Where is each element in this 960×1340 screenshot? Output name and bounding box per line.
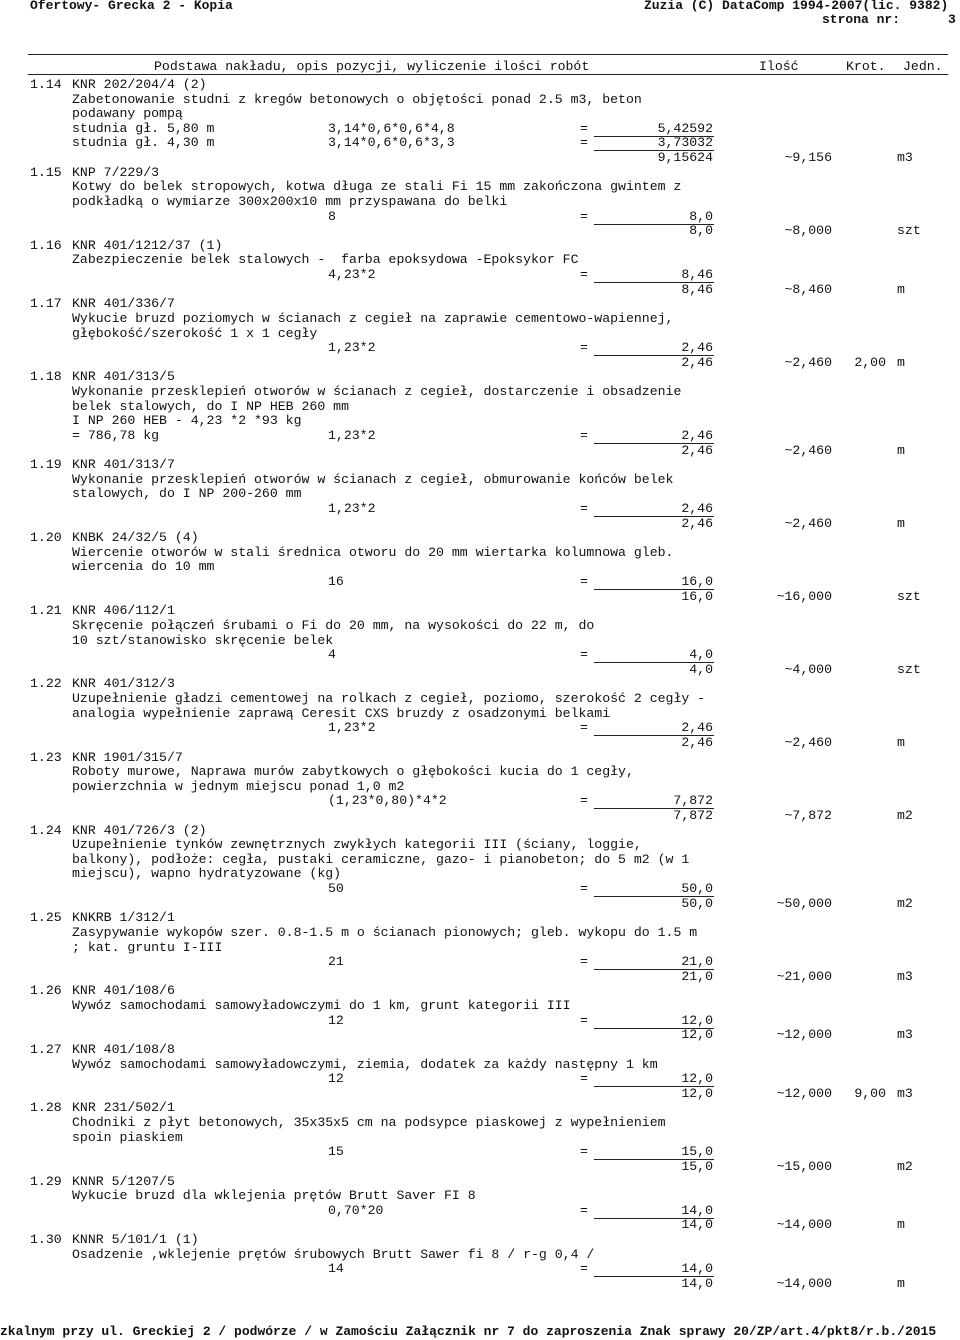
calc-equals: = xyxy=(580,574,588,590)
item-unit: m3 xyxy=(897,1085,913,1101)
calc-expression: 16 xyxy=(328,574,344,590)
item-code: KNKRB 1/312/1 xyxy=(72,910,175,926)
item-sum: 12,0 xyxy=(681,1085,713,1101)
calc-equals: = xyxy=(580,793,588,809)
item-number: 1.17 xyxy=(30,296,62,312)
item-number: 1.26 xyxy=(30,983,62,999)
item-number: 1.21 xyxy=(30,603,62,619)
item-quantity: ~8,000 xyxy=(784,223,832,239)
calc-equals: = xyxy=(580,1012,588,1028)
calc-equals: = xyxy=(580,1261,588,1277)
calc-expression: 1,23*2 xyxy=(328,500,376,516)
column-krot: Krot. xyxy=(846,59,886,74)
calc-expression: 15 xyxy=(328,1144,344,1160)
item-unit: m2 xyxy=(897,808,913,823)
calc-equals: = xyxy=(580,208,588,224)
item-number: 1.25 xyxy=(30,910,62,926)
calc-expression: 1,23*2 xyxy=(328,340,376,356)
item-number: 1.16 xyxy=(30,237,62,253)
calc-value: 2,46 xyxy=(681,720,713,736)
item-number: 1.22 xyxy=(30,676,62,692)
item-description: analogia wypełnienie zaprawą Ceresit CXS bruzdy z osadzonymi belkami xyxy=(72,705,611,721)
calc-value: 12,0 xyxy=(681,1012,713,1028)
calc-value: 15,0 xyxy=(681,1144,713,1160)
calc-equals: = xyxy=(580,881,588,897)
column-unit: Jedn. xyxy=(903,59,943,74)
item-quantity: ~9,156 xyxy=(784,150,832,166)
calc-value: 12,0 xyxy=(681,1071,713,1087)
item-description: Uzupełnienie tynków zewnętrznych zwykłych kategorii III (ściany, loggie, xyxy=(72,837,642,853)
calc-equals: = xyxy=(580,267,588,283)
calc-value: 5,42592 xyxy=(657,120,713,136)
document-title: Ofertowy- Grecka 2 - Kopia xyxy=(30,0,233,13)
item-description: Wykonanie przesklepień otworów w ścianach z cegieł, dostarczenie i obsadzenie xyxy=(72,384,682,400)
item-number: 1.29 xyxy=(30,1173,62,1189)
item-sum: 2,46 xyxy=(681,442,713,458)
program-info: Zuzia (C) DataComp 1994-2007(lic. 9382) xyxy=(644,0,949,13)
item-number: 1.19 xyxy=(30,457,62,473)
item-code: KNBK 24/32/5 (4) xyxy=(72,530,199,546)
item-quantity: ~12,000 xyxy=(776,1085,832,1101)
item-description: podkładką o wymiarze 300x200x10 mm przyspawana do belki xyxy=(72,193,508,209)
item-sum: 4,0 xyxy=(689,661,713,677)
item-code: KNR 401/108/6 xyxy=(72,983,175,999)
item-unit: szt xyxy=(897,588,921,604)
item-code: KNR 406/112/1 xyxy=(72,603,175,619)
calc-expression: (1,23*0,80)*4*2 xyxy=(328,793,447,809)
item-unit: m2 xyxy=(897,895,913,911)
item-description: Wykucie bruzd dla wklejenia prętów Brutt Saver FI 8 xyxy=(72,1188,476,1204)
calc-expression: 4,23*2 xyxy=(328,267,376,283)
item-code: KNR 401/312/3 xyxy=(72,676,175,692)
calc-value: 21,0 xyxy=(681,954,713,970)
item-unit: m3 xyxy=(897,1027,913,1043)
item-sum: 8,0 xyxy=(689,223,713,239)
item-sum: 15,0 xyxy=(681,1158,713,1174)
item-quantity: ~7,872 xyxy=(784,808,832,823)
calc-label: studnia gł. 5,80 m xyxy=(72,120,215,136)
item-unit: m3 xyxy=(897,150,913,166)
calc-expression: 8 xyxy=(328,208,336,224)
item-code: KNNR 5/101/1 (1) xyxy=(72,1231,199,1247)
item-code: KNR 401/313/5 xyxy=(72,369,175,385)
calc-label: = 786,78 kg xyxy=(72,427,160,443)
item-quantity: ~15,000 xyxy=(776,1158,832,1174)
item-quantity: ~2,460 xyxy=(784,734,832,750)
header-bottom-rule xyxy=(28,74,948,75)
page-number-label: strona nr: xyxy=(822,12,901,27)
calc-expression: 3,14*0,6*0,6*3,3 xyxy=(328,135,455,151)
footer-note: zkalnym przy ul. Greckiej 2 / podwórze / w Zamościu Załącznik nr 7 do zaproszenia Znak sprawy 20/ZP/art.4/pkt8/r.b./2015 xyxy=(0,1324,937,1339)
item-number: 1.15 xyxy=(30,164,62,180)
item-description: ; kat. gruntu I-III xyxy=(72,939,223,955)
item-code: KNR 1901/315/7 xyxy=(72,749,183,765)
calc-value: 14,0 xyxy=(681,1261,713,1277)
item-code: KNR 231/502/1 xyxy=(72,1100,175,1116)
item-unit: m xyxy=(897,281,905,297)
item-description: Wykonanie przesklepień otworów w ścianach z cegieł, obmurowanie końców belek xyxy=(72,471,674,487)
calc-value: 2,46 xyxy=(681,340,713,356)
item-sum: 14,0 xyxy=(681,1217,713,1233)
calc-expression: 12 xyxy=(328,1012,344,1028)
calc-expression: 12 xyxy=(328,1071,344,1087)
item-unit: m xyxy=(897,1275,905,1291)
item-description: podawany pompą xyxy=(72,106,183,122)
item-number: 1.27 xyxy=(30,1041,62,1057)
calc-value: 4,0 xyxy=(689,647,713,663)
item-code: KNNR 5/1207/5 xyxy=(72,1173,175,1189)
item-number: 1.28 xyxy=(30,1100,62,1116)
item-quantity: ~16,000 xyxy=(776,588,832,604)
item-code: KNR 202/204/4 (2) xyxy=(72,77,207,92)
item-sum: 14,0 xyxy=(681,1275,713,1291)
item-unit: m2 xyxy=(897,1158,913,1174)
calc-label: studnia gł. 4,30 m xyxy=(72,135,215,151)
item-unit: szt xyxy=(897,661,921,677)
calc-equals: = xyxy=(580,1144,588,1160)
item-sum: 8,46 xyxy=(681,281,713,297)
item-sum: 2,46 xyxy=(681,515,713,531)
item-sum: 21,0 xyxy=(681,968,713,984)
calc-equals: = xyxy=(580,1071,588,1087)
calc-equals: = xyxy=(580,340,588,356)
item-description: 10 szt/stanowisko skręcenie belek xyxy=(72,632,334,648)
item-quantity: ~2,460 xyxy=(784,515,832,531)
item-unit: m xyxy=(897,442,905,458)
calc-equals: = xyxy=(580,647,588,663)
calc-equals: = xyxy=(580,500,588,516)
item-description: stalowych, do I NP 200-260 mm xyxy=(72,486,302,502)
item-description: Chodniki z płyt betonowych, 35x35x5 cm na podsypce piaskowej z wypełnieniem xyxy=(72,1115,666,1131)
item-code: KNP 7/229/3 xyxy=(72,164,160,180)
calc-expression: 14 xyxy=(328,1261,344,1277)
item-multiplier: 2,00 xyxy=(854,354,886,370)
item-code: KNR 401/726/3 (2) xyxy=(72,822,207,838)
item-number: 1.24 xyxy=(30,822,62,838)
item-unit: m xyxy=(897,734,905,750)
item-description: Zabetonowanie studni z kregów betonowych o objętości ponad 2.5 m3, beton xyxy=(72,91,642,107)
item-description: Osadzenie ,wklejenie prętów śrubowych Brutt Sawer fi 8 / r-g 0,4 / xyxy=(72,1246,595,1262)
calc-equals: = xyxy=(580,120,588,136)
calc-equals: = xyxy=(580,720,588,736)
item-description: miejscu), wapno hydratyzowane (kg) xyxy=(72,866,342,882)
item-sum: 12,0 xyxy=(681,1027,713,1043)
item-unit: m xyxy=(897,1217,905,1233)
item-number: 1.18 xyxy=(30,369,62,385)
calc-expression: 50 xyxy=(328,881,344,897)
item-sum: 50,0 xyxy=(681,895,713,911)
item-unit: m3 xyxy=(897,968,913,984)
item-description: Wywóz samochodami samowyładowczymi do 1 km, grunt kategorii III xyxy=(72,998,571,1014)
item-description: balkony), podłoże: cegła, pustaki ceramiczne, gazo- i pianobeton; do 5 m2 (w 1 xyxy=(72,851,690,867)
calc-expression: 0,70*20 xyxy=(328,1202,384,1218)
item-description: Kotwy do belek stropowych, kotwa długa ze stali Fi 15 mm zakończona gwintem z xyxy=(72,179,682,195)
item-number: 1.23 xyxy=(30,749,62,765)
item-number: 1.30 xyxy=(30,1231,62,1247)
item-description: powierzchnia w jednym miejscu ponad 1,0 m2 xyxy=(72,778,405,794)
calc-expression: 3,14*0,6*0,6*4,8 xyxy=(328,120,455,136)
item-description: Skręcenie połączeń śrubami o Fi do 20 mm, na wysokości do 22 m, do xyxy=(72,617,595,633)
item-description: Wywóz samochodami samowyładowczymi, ziemia, dodatek za każdy następny 1 km xyxy=(72,1056,658,1072)
item-description: Zasypywanie wykopów szer. 0.8-1.5 m o ścianach pionowych; gleb. wykopu do 1.5 m xyxy=(72,924,698,940)
calc-value: 14,0 xyxy=(681,1202,713,1218)
calc-equals: = xyxy=(580,954,588,970)
item-unit: szt xyxy=(897,223,921,239)
item-code: KNR 401/108/8 xyxy=(72,1041,175,1057)
item-quantity: ~2,460 xyxy=(784,354,832,370)
calc-expression: 4 xyxy=(328,647,336,663)
item-description: wiercenia do 10 mm xyxy=(72,559,215,575)
item-sum: 16,0 xyxy=(681,588,713,604)
calc-value: 3,73032 xyxy=(657,135,713,151)
column-qty: Ilość xyxy=(759,59,799,74)
item-description: Zabezpieczenie belek stalowych - farba epoksydowa -Epoksykor FC xyxy=(72,252,579,268)
item-quantity: ~2,460 xyxy=(784,442,832,458)
calc-value: 2,46 xyxy=(681,500,713,516)
item-code: KNR 401/313/7 xyxy=(72,457,175,473)
item-description: I NP 260 HEB - 4,23 *2 *93 kg xyxy=(72,413,302,429)
item-number: 1.14 xyxy=(30,77,62,92)
item-quantity: ~21,000 xyxy=(776,968,832,984)
calc-equals: = xyxy=(580,135,588,151)
calc-value: 16,0 xyxy=(681,574,713,590)
item-quantity: ~8,460 xyxy=(784,281,832,297)
calc-value: 2,46 xyxy=(681,427,713,443)
item-quantity: ~4,000 xyxy=(784,661,832,677)
item-quantity: ~50,000 xyxy=(776,895,832,911)
item-sum: 7,872 xyxy=(673,808,713,823)
item-quantity: ~14,000 xyxy=(776,1217,832,1233)
item-description: spoin piaskiem xyxy=(72,1129,183,1145)
calc-value: 7,872 xyxy=(673,793,713,809)
item-description: głębokość/szerokość 1 x 1 cegły xyxy=(72,325,318,341)
calc-equals: = xyxy=(580,1202,588,1218)
header-top-rule xyxy=(28,54,948,55)
calc-value: 8,46 xyxy=(681,267,713,283)
item-code: KNR 401/336/7 xyxy=(72,296,175,312)
item-description: Wykucie bruzd poziomych w ścianach z cegieł na zaprawie cementowo-wapiennej, xyxy=(72,310,674,326)
page-number: 3 xyxy=(948,12,956,27)
calc-value: 8,0 xyxy=(689,208,713,224)
calc-equals: = xyxy=(580,427,588,443)
item-sum: 2,46 xyxy=(681,734,713,750)
item-description: belek stalowych, do I NP HEB 260 mm xyxy=(72,398,349,414)
item-unit: m xyxy=(897,515,905,531)
item-unit: m xyxy=(897,354,905,370)
item-quantity: ~14,000 xyxy=(776,1275,832,1291)
item-description: Wiercenie otworów w stali średnica otworu do 20 mm wiertarka kolumnowa gleb. xyxy=(72,544,674,560)
item-sum: 2,46 xyxy=(681,354,713,370)
calc-expression: 1,23*2 xyxy=(328,427,376,443)
calc-expression: 1,23*2 xyxy=(328,720,376,736)
item-number: 1.20 xyxy=(30,530,62,546)
calc-value: 50,0 xyxy=(681,881,713,897)
item-quantity: ~12,000 xyxy=(776,1027,832,1043)
item-multiplier: 9,00 xyxy=(854,1085,886,1101)
column-desc: Podstawa nakładu, opis pozycji, wyliczenie ilości robót xyxy=(154,59,590,74)
item-description: Roboty murowe, Naprawa murów zabytkowych o głębokości kucia do 1 cegły, xyxy=(72,764,634,780)
calc-expression: 21 xyxy=(328,954,344,970)
item-sum: 9,15624 xyxy=(657,150,713,166)
item-code: KNR 401/1212/37 (1) xyxy=(72,237,223,253)
item-description: Uzupełnienie gładzi cementowej na rolkach z cegieł, poziomo, szerokość 2 cegły - xyxy=(72,691,706,707)
